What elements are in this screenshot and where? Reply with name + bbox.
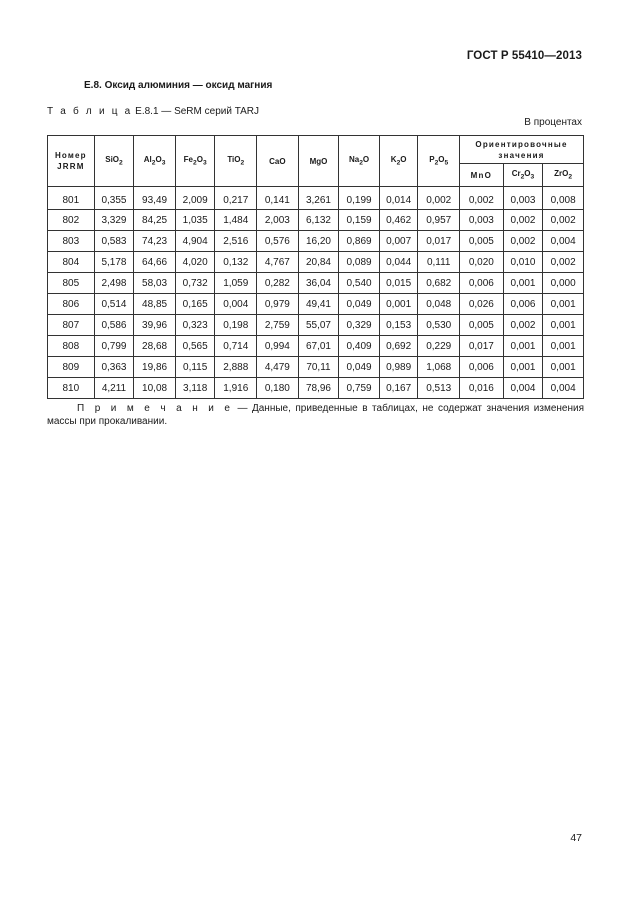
value-cell: 2,498 — [94, 273, 134, 294]
column-header-p2o5: $P_2O_5$ — [418, 136, 460, 187]
value-cell: 0,003 — [503, 187, 543, 210]
row-number-cell: 804 — [48, 252, 95, 273]
note-label: П р и м е ч а н и е — [77, 403, 233, 414]
value-cell: 0,111 — [418, 252, 460, 273]
value-cell: 3,261 — [298, 187, 339, 210]
value-cell: 58,03 — [134, 273, 176, 294]
value-cell: 0,006 — [460, 357, 504, 378]
value-cell: 0,001 — [543, 294, 584, 315]
value-cell: 0,759 — [339, 378, 380, 399]
table-caption — [47, 106, 259, 117]
column-header-mno: MnO — [460, 164, 504, 187]
table-row — [48, 378, 584, 399]
value-cell: 0,979 — [257, 294, 299, 315]
value-cell: 4,904 — [175, 231, 215, 252]
value-cell: 0,159 — [339, 210, 380, 231]
value-cell: 0,002 — [503, 315, 543, 336]
value-cell: 0,002 — [503, 231, 543, 252]
value-cell: 0,514 — [94, 294, 134, 315]
value-cell: 2,888 — [215, 357, 257, 378]
value-cell: 4,479 — [257, 357, 299, 378]
value-cell: 49,41 — [298, 294, 339, 315]
value-cell: 0,576 — [257, 231, 299, 252]
column-header-cr2o3: $Cr_2O_3$ — [503, 164, 543, 187]
value-cell: 0,957 — [418, 210, 460, 231]
value-cell: 0,732 — [175, 273, 215, 294]
value-cell: 0,017 — [418, 231, 460, 252]
value-cell: 28,68 — [134, 336, 176, 357]
value-cell: 0,049 — [339, 294, 380, 315]
note-text: — Данные, приведенные в таблицах, не содержат значения изменения массы при прокаливании. — [47, 403, 584, 427]
value-cell: 0,001 — [379, 294, 418, 315]
table-row — [48, 294, 584, 315]
value-cell: 36,04 — [298, 273, 339, 294]
column-header-k2o: $K_2O$ — [379, 136, 418, 187]
value-cell: 10,08 — [134, 378, 176, 399]
column-header-fe2o3: $Fe_2O_3$ — [175, 136, 215, 187]
value-cell: 0,583 — [94, 231, 134, 252]
value-cell: 0,115 — [175, 357, 215, 378]
row-number-cell: 803 — [48, 231, 95, 252]
value-cell: 0,004 — [543, 231, 584, 252]
units-note: В процентах — [524, 117, 582, 128]
section-heading: Е.8. Оксид алюминия — оксид магния — [84, 80, 273, 91]
value-cell: 1,035 — [175, 210, 215, 231]
row-number-cell: 801 — [48, 187, 95, 210]
value-cell: 0,363 — [94, 357, 134, 378]
column-header-zro2: ZrO$_2$ — [543, 164, 584, 187]
value-cell: 0,002 — [543, 252, 584, 273]
value-cell: 0,026 — [460, 294, 504, 315]
value-cell: 0,198 — [215, 315, 257, 336]
value-cell: 0,014 — [379, 187, 418, 210]
value-cell: 0,282 — [257, 273, 299, 294]
value-cell: 0,869 — [339, 231, 380, 252]
value-cell: 0,682 — [418, 273, 460, 294]
table-header-row — [48, 136, 584, 164]
column-header-sio2: SiO$_2$ — [94, 136, 134, 187]
value-cell: 2,003 — [257, 210, 299, 231]
value-cell: 0,530 — [418, 315, 460, 336]
column-header-al2o3: $Al_2O_3$ — [134, 136, 176, 187]
value-cell: 0,994 — [257, 336, 299, 357]
value-cell: 0,010 — [503, 252, 543, 273]
row-number-cell: 802 — [48, 210, 95, 231]
value-cell: 3,329 — [94, 210, 134, 231]
value-cell: 0,989 — [379, 357, 418, 378]
value-cell: 0,008 — [543, 187, 584, 210]
table-row — [48, 336, 584, 357]
value-cell: 0,005 — [460, 315, 504, 336]
value-cell: 2,009 — [175, 187, 215, 210]
value-cell: 67,01 — [298, 336, 339, 357]
row-number-cell: 806 — [48, 294, 95, 315]
value-cell: 0,002 — [543, 210, 584, 231]
value-cell: 0,199 — [339, 187, 380, 210]
table-body — [48, 187, 584, 399]
value-cell: 2,516 — [215, 231, 257, 252]
value-cell: 0,001 — [543, 315, 584, 336]
value-cell: 6,132 — [298, 210, 339, 231]
value-cell: 1,068 — [418, 357, 460, 378]
value-cell: 0,001 — [503, 273, 543, 294]
column-header-mgo: MgO — [298, 136, 339, 187]
value-cell: 55,07 — [298, 315, 339, 336]
column-header-na2o: $Na_2O$ — [339, 136, 380, 187]
table-row — [48, 210, 584, 231]
value-cell: 0,217 — [215, 187, 257, 210]
value-cell: 70,11 — [298, 357, 339, 378]
value-cell: 0,167 — [379, 378, 418, 399]
document-code: ГОСТ Р 55410—2013 — [466, 50, 582, 62]
value-cell: 0,044 — [379, 252, 418, 273]
value-cell: 0,016 — [460, 378, 504, 399]
row-number-cell: 810 — [48, 378, 95, 399]
value-cell: 0,001 — [503, 336, 543, 357]
table-row — [48, 273, 584, 294]
value-cell: 0,002 — [503, 210, 543, 231]
value-cell: 19,86 — [134, 357, 176, 378]
value-cell: 74,23 — [134, 231, 176, 252]
row-number-cell: 805 — [48, 273, 95, 294]
value-cell: 0,141 — [257, 187, 299, 210]
value-cell: 4,020 — [175, 252, 215, 273]
table-caption-label: Т а б л и ц а — [47, 106, 133, 117]
value-cell: 93,49 — [134, 187, 176, 210]
value-cell: 0,004 — [215, 294, 257, 315]
value-cell: 48,85 — [134, 294, 176, 315]
value-cell: 2,759 — [257, 315, 299, 336]
table-row — [48, 231, 584, 252]
value-cell: 0,229 — [418, 336, 460, 357]
column-header-number: Номер JRRM — [48, 136, 95, 187]
column-group-header-approximate: Ориентировочные значения — [460, 136, 584, 164]
value-cell: 0,586 — [94, 315, 134, 336]
value-cell: 0,006 — [460, 273, 504, 294]
page-number: 47 — [570, 832, 582, 844]
value-cell: 4,767 — [257, 252, 299, 273]
value-cell: 0,003 — [460, 210, 504, 231]
value-cell: 0,002 — [460, 187, 504, 210]
value-cell: 0,692 — [379, 336, 418, 357]
value-cell: 0,017 — [460, 336, 504, 357]
value-cell: 0,048 — [418, 294, 460, 315]
value-cell: 0,180 — [257, 378, 299, 399]
value-cell: 1,059 — [215, 273, 257, 294]
value-cell: 0,015 — [379, 273, 418, 294]
value-cell: 0,006 — [503, 294, 543, 315]
value-cell: 0,020 — [460, 252, 504, 273]
value-cell: 0,005 — [460, 231, 504, 252]
value-cell: 5,178 — [94, 252, 134, 273]
value-cell: 1,484 — [215, 210, 257, 231]
value-cell: 0,001 — [543, 336, 584, 357]
value-cell: 0,004 — [543, 378, 584, 399]
value-cell: 0,001 — [503, 357, 543, 378]
table-row — [48, 252, 584, 273]
value-cell: 78,96 — [298, 378, 339, 399]
value-cell: 0,409 — [339, 336, 380, 357]
row-number-cell: 807 — [48, 315, 95, 336]
value-cell: 0,000 — [543, 273, 584, 294]
value-cell: 0,799 — [94, 336, 134, 357]
value-cell: 0,355 — [94, 187, 134, 210]
value-cell: 0,132 — [215, 252, 257, 273]
value-cell: 16,20 — [298, 231, 339, 252]
column-header-cao: CaO — [257, 136, 299, 187]
value-cell: 1,916 — [215, 378, 257, 399]
row-number-cell: 809 — [48, 357, 95, 378]
composition-table — [47, 135, 584, 399]
value-cell: 3,118 — [175, 378, 215, 399]
value-cell: 20,84 — [298, 252, 339, 273]
value-cell: 0,002 — [418, 187, 460, 210]
value-cell: 84,25 — [134, 210, 176, 231]
value-cell: 0,153 — [379, 315, 418, 336]
value-cell: 0,565 — [175, 336, 215, 357]
value-cell: 0,714 — [215, 336, 257, 357]
value-cell: 0,004 — [503, 378, 543, 399]
table-row — [48, 357, 584, 378]
value-cell: 39,96 — [134, 315, 176, 336]
value-cell: 0,513 — [418, 378, 460, 399]
table-row — [48, 187, 584, 210]
value-cell: 64,66 — [134, 252, 176, 273]
value-cell: 4,211 — [94, 378, 134, 399]
table-caption-text: Е.8.1 — SeRM серий TARJ — [132, 106, 259, 117]
value-cell: 0,329 — [339, 315, 380, 336]
value-cell: 0,089 — [339, 252, 380, 273]
value-cell: 0,462 — [379, 210, 418, 231]
value-cell: 0,165 — [175, 294, 215, 315]
table-note — [47, 402, 584, 428]
value-cell: 0,049 — [339, 357, 380, 378]
row-number-cell: 808 — [48, 336, 95, 357]
value-cell: 0,007 — [379, 231, 418, 252]
value-cell: 0,001 — [543, 357, 584, 378]
table-row — [48, 315, 584, 336]
value-cell: 0,323 — [175, 315, 215, 336]
value-cell: 0,540 — [339, 273, 380, 294]
column-header-tio2: TiO$_2$ — [215, 136, 257, 187]
